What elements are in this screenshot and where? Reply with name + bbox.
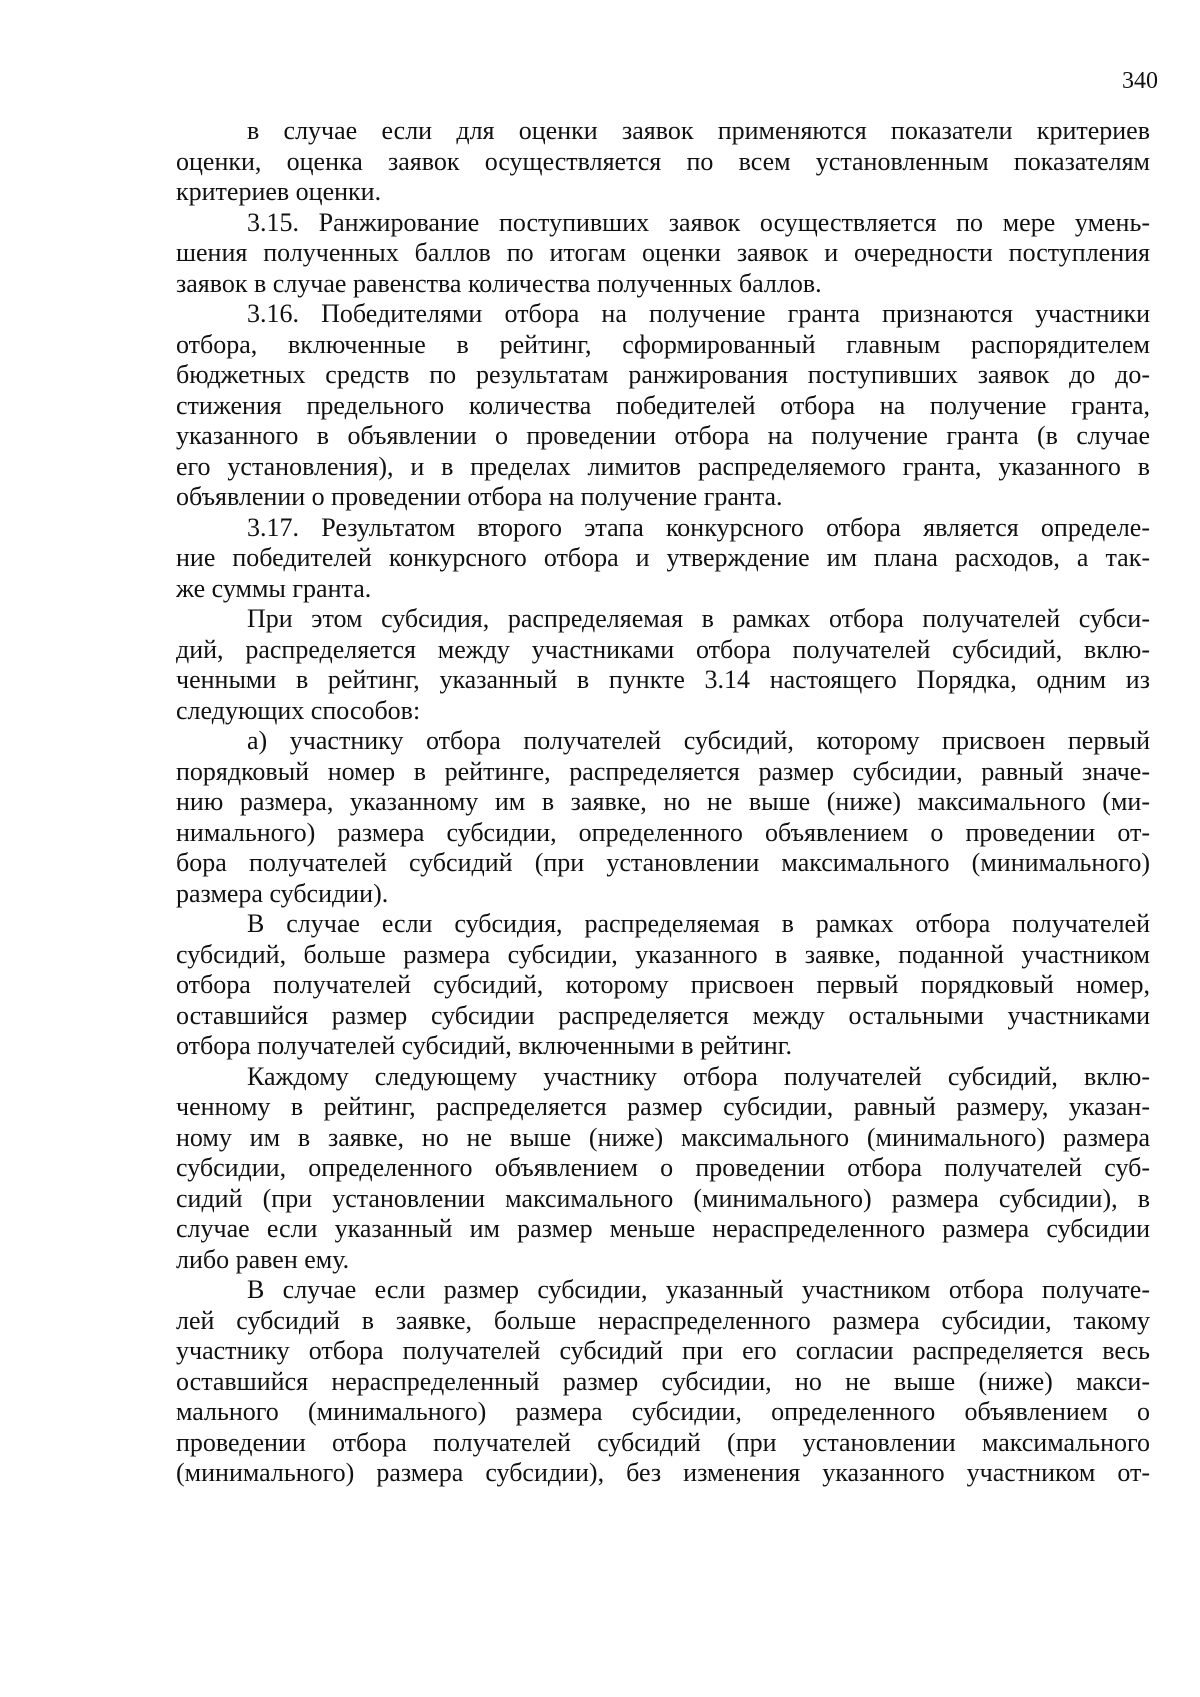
text-line: следующих способов:	[176, 695, 421, 725]
text-line: лей субсидий в заявке, больше нераспределенного размера субсидии, такому	[176, 1305, 1150, 1335]
text-line: отбора, включенные в рейтинг, сформированный главным распорядителем	[176, 329, 1150, 359]
text-line: проведении отбора получателей субсидий (при установлении максимального	[176, 1427, 1150, 1457]
text-line: заявок в случае равенства количества полученных баллов.	[176, 268, 822, 298]
text-line: бора получателей субсидий (при установлении максимального (минимального)	[176, 848, 1150, 877]
text-line: нию размера, указанному им в заявке, но не выше (ниже) максимального (ми-	[176, 787, 1150, 816]
text-line: оставшийся нераспределенный размер субсидии, но не выше (ниже) макси-	[176, 1366, 1150, 1396]
document-body	[176, 116, 1150, 1489]
text-line: объявлении о проведении отбора на получение гранта.	[176, 482, 783, 511]
text-line: (минимального) размера субсидии), без изменения указанного участником от-	[176, 1458, 1150, 1487]
text-line: бюджетных средств по результатам ранжирования поступивших заявок до до-	[176, 360, 1150, 389]
text-line: 3.15. Ранжирование поступивших заявок осуществляется по мере умень-	[247, 207, 1150, 237]
text-line: стижения предельного количества победителей отбора на получение гранта,	[176, 390, 1150, 420]
text-line: мального (минимального) размера субсидии, определенного объявлением о	[176, 1397, 1150, 1426]
text-line: отбора получателей субсидий, включенными в рейтинг.	[176, 1031, 792, 1060]
text-line: ние победителей конкурсного отбора и утверждение им плана расходов, а так-	[176, 543, 1150, 572]
text-line: оценки, оценка заявок осуществляется по всем установленным показателям	[176, 146, 1150, 176]
text-line: субсидии, определенного объявлением о проведении отбора получателей суб-	[176, 1153, 1150, 1182]
text-line: 3.17. Результатом второго этапа конкурсного отбора является определе-	[247, 512, 1150, 542]
text-line: ному им в заявке, но не выше (ниже) максимального (минимального) размера	[176, 1122, 1150, 1152]
text-line: критериев оценки.	[176, 177, 382, 206]
text-line: отбора получателей субсидий, которому присвоен первый порядковый номер,	[176, 970, 1150, 999]
text-line: участнику отбора получателей субсидий при его согласии распределяется весь	[176, 1336, 1150, 1365]
text-line: в случае если для оценки заявок применяются показатели критериев	[247, 116, 1150, 145]
text-line: случае если указанный им размер меньше нераспределенного размера субсидии	[176, 1214, 1150, 1243]
text-line: сидий (при установлении максимального (минимального) размера субсидии), в	[176, 1183, 1150, 1213]
text-line: В случае если размер субсидии, указанный участником отбора получате-	[247, 1275, 1150, 1304]
text-line: Каждому следующему участнику отбора получателей субсидий, вклю-	[247, 1061, 1150, 1091]
text-line: 3.16. Победителями отбора на получение гранта признаются участники	[247, 299, 1150, 328]
text-line: оставшийся размер субсидии распределяется между остальными участниками	[176, 1000, 1150, 1030]
page-number: 340	[1122, 68, 1158, 94]
text-line: При этом субсидия, распределяемая в рамках отбора получателей субси-	[247, 604, 1150, 633]
text-line: ченному в рейтинг, распределяется размер субсидии, равный размеру, указан-	[176, 1092, 1150, 1121]
text-line: же суммы гранта.	[176, 573, 372, 603]
text-line: порядковый номер в рейтинге, распределяется размер субсидии, равный значе-	[176, 756, 1150, 786]
text-line: а) участнику отбора получателей субсидий, которому присвоен первый	[247, 726, 1150, 755]
text-line: либо равен ему.	[176, 1244, 350, 1274]
text-line: субсидий, больше размера субсидии, указанного в заявке, поданной участником	[176, 939, 1150, 969]
text-line: дий, распределяется между участниками отбора получателей субсидий, вклю-	[176, 634, 1150, 664]
text-line: ченными в рейтинг, указанный в пункте 3.14 настоящего Порядка, одним из	[176, 665, 1150, 694]
text-line: нимального) размера субсидии, определенного объявлением о проведении от-	[176, 817, 1150, 847]
text-line: В случае если субсидия, распределяемая в рамках отбора получателей	[247, 909, 1150, 938]
text-line: указанного в объявлении о проведении отбора на получение гранта (в случае	[176, 421, 1150, 450]
text-line: шения полученных баллов по итогам оценки заявок и очередности поступления	[176, 238, 1150, 267]
text-line: размера субсидии).	[176, 878, 389, 908]
text-line: его установления), и в пределах лимитов распределяемого гранта, указанного в	[176, 451, 1150, 481]
